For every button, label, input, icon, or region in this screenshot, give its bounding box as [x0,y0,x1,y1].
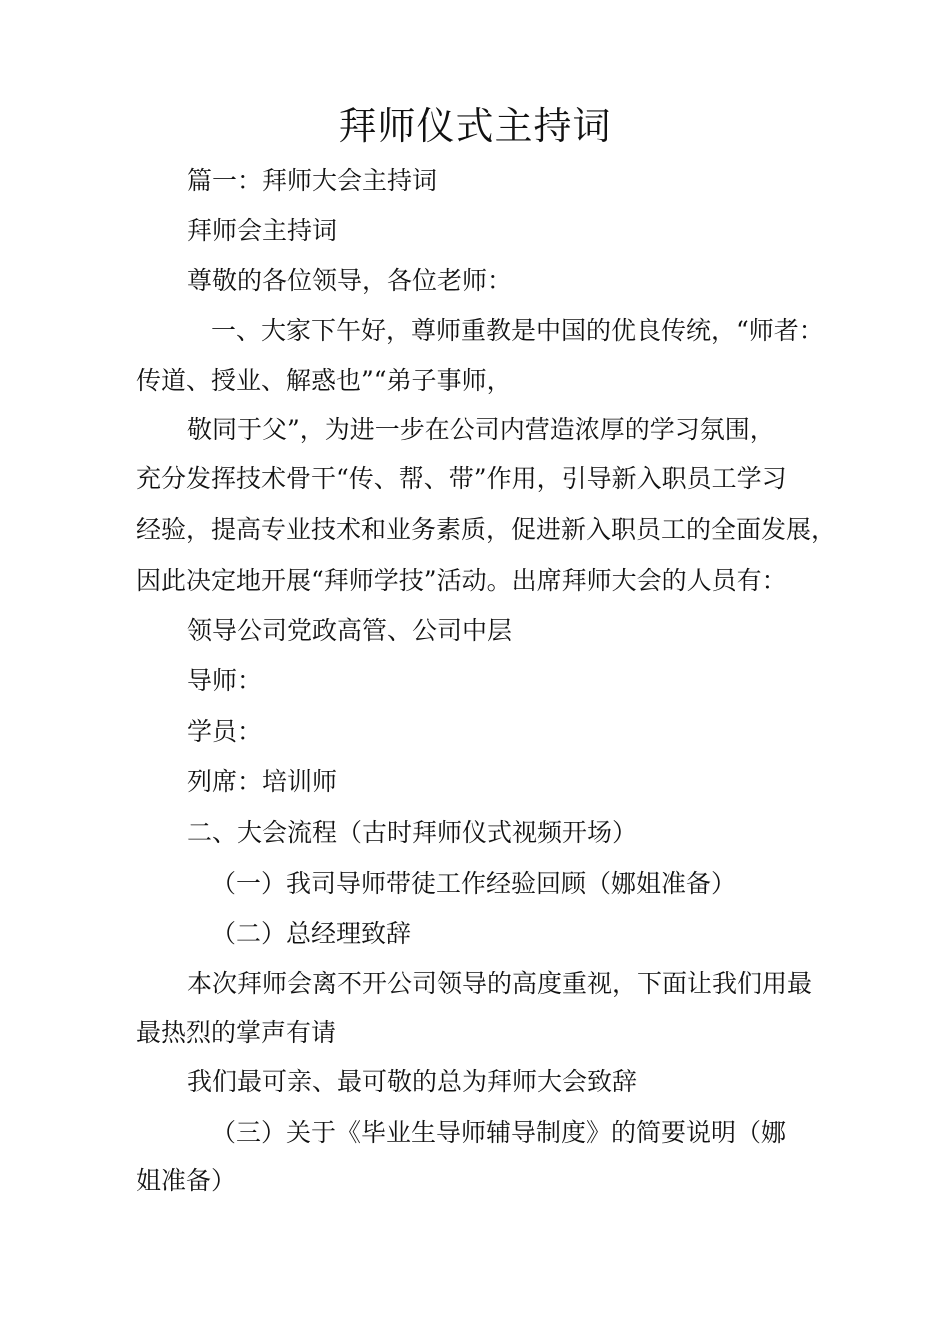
salutation: 尊敬的各位领导，各位老师： [187,266,513,295]
paragraph-line: 因此决定地开展“拜师学技”活动。出席拜师大会的人员有： [136,566,787,595]
attendee-trainees: 学员： [187,717,263,746]
paragraph-line: 姐准备） [136,1166,237,1195]
section-heading: 二、大会流程（古时拜师仪式视频开场） [187,818,638,847]
attendee-observers: 列席：培训师 [187,767,338,796]
section-heading: 篇一：拜师大会主持词 [187,166,438,195]
paragraph-line: 最热烈的掌声有请 [136,1018,337,1047]
attendee-mentors: 导师： [187,666,263,695]
document-title: 拜师仪式主持词 [338,104,612,148]
paragraph-line: 传道、授业、解惑也”“弟子事师， [136,366,512,395]
paragraph-line: 我们最可亲、最可敬的总为拜师大会致辞 [187,1067,638,1096]
paragraph-line: 经验，提高专业技术和业务素质，促进新入职员工的全面发展， [136,515,837,544]
agenda-item: （二）总经理致辞 [211,919,412,948]
agenda-item: （三）关于《毕业生导师辅导制度》的简要说明（娜 [211,1118,787,1147]
paragraph-line: 本次拜师会离不开公司领导的高度重视，下面让我们用最 [187,969,813,998]
paragraph-line: 充分发挥技术骨干“传、帮、带”作用，引导新入职员工学习 [136,464,787,493]
subtitle: 拜师会主持词 [187,216,338,245]
attendee-leaders: 领导公司党政高管、公司中层 [187,616,513,645]
agenda-item: （一）我司导师带徒工作经验回顾（娜姐准备） [211,869,737,898]
paragraph-line: 一、大家下午好，尊师重教是中国的优良传统，“师者： [211,316,824,345]
paragraph-line: 敬同于父”，为进一步在公司内营造浓厚的学习氛围， [187,415,775,444]
